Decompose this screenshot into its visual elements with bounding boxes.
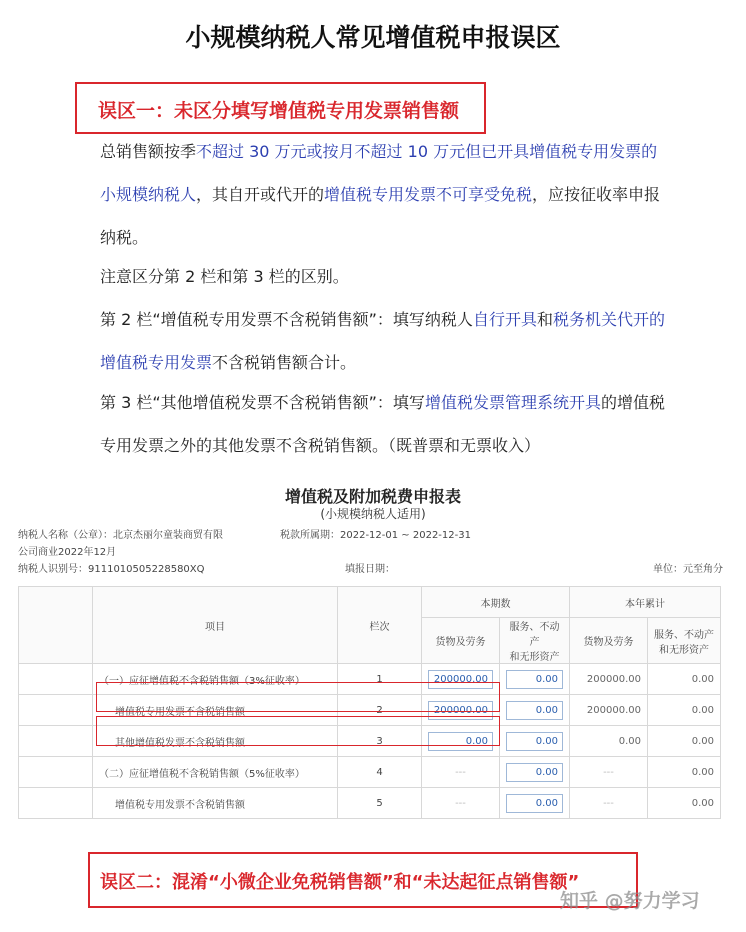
current-services-input[interactable]: 0.00 <box>506 701 563 720</box>
ytd-services-value: 0.00 <box>648 695 721 726</box>
taxpayer-id: 纳税人识别号：9111010505228580XQ <box>18 564 205 575</box>
current-goods-input[interactable]: 200000.00 <box>428 701 493 720</box>
taxpayer-name-line2: 公司商业2022年12月 <box>18 547 117 558</box>
ytd-goods-value: 0.00 <box>570 726 648 757</box>
current-goods-value: --- <box>422 788 500 819</box>
row-line: 5 <box>338 788 422 819</box>
row-line: 3 <box>338 726 422 757</box>
header-ytd-goods: 货物及劳务 <box>570 618 648 664</box>
ytd-services-value: 0.00 <box>648 788 721 819</box>
fill-date: 填报日期： <box>345 564 395 575</box>
current-services-input[interactable]: 0.00 <box>506 670 563 689</box>
row-label: （二）应征增值税不含税销售额（5%征收率） <box>93 757 338 788</box>
paragraph-2: 注意区分第 2 栏和第 3 栏的区别。 <box>100 267 349 286</box>
paragraph-4: 第 3 栏“其他增值税发票不含税销售额”：填写增值税发票管理系统开具的增值税专用发票之外的其他发票不含税销售额。（既普票和无票收入） <box>100 393 665 455</box>
table-row <box>19 788 721 819</box>
header-current-goods: 货物及劳务 <box>422 618 500 664</box>
table-row <box>19 757 721 788</box>
unit-label: 单位：元至角分 <box>653 564 723 575</box>
row-label: 增值税专用发票不含税销售额 <box>93 695 338 726</box>
current-services-input[interactable]: 0.00 <box>506 794 563 813</box>
taxpayer-name-line1: 纳税人名称（公章）：北京杰丽尔童装商贸有限 <box>18 530 223 541</box>
row-line: 1 <box>338 664 422 695</box>
header-line: 栏次 <box>338 587 422 664</box>
header-current: 本期数 <box>422 587 570 618</box>
header-ytd: 本年累计 <box>570 587 721 618</box>
row-label: 其他增值税发票不含税销售额 <box>93 726 338 757</box>
ytd-services-value: 0.00 <box>648 726 721 757</box>
tax-period: 税款所属期：2022-12-01 ~ 2022-12-31 <box>280 530 471 541</box>
ytd-services-value: 0.00 <box>648 664 721 695</box>
watermark: 知乎 @努力学习 <box>560 890 700 912</box>
row-label: 增值税专用发票不含税销售额 <box>93 788 338 819</box>
row3-highlight-box <box>96 716 500 746</box>
current-goods-value: --- <box>422 757 500 788</box>
form-subtitle: (小规模纳税人适用) <box>320 507 426 521</box>
ytd-goods-value: 200000.00 <box>570 695 648 726</box>
paragraph-1: 总销售额按季不超过 30 万元或按月不超过 10 万元但已开具增值税专用发票的小规模纳税人，其自开或代开的增值税专用发票不可享受免税，应按征收率申报纳税。 <box>100 142 661 247</box>
header-ytd-services: 服务、不动产 和无形资产 <box>648 618 721 664</box>
paragraph-3: 第 2 栏“增值税专用发票不含税销售额”：填写纳税人自行开具和税务机关代开的增值税专用发票不含税销售额合计。 <box>100 310 665 372</box>
table-blank-header <box>19 587 93 664</box>
form-title: 增值税及附加税费申报表 <box>284 487 461 506</box>
section1-heading: 误区一：未区分填写增值税专用发票销售额 <box>98 100 460 122</box>
header-current-services: 服务、不动产 和无形资产 <box>500 618 570 664</box>
ytd-goods-value: --- <box>570 788 648 819</box>
ytd-goods-value: --- <box>570 757 648 788</box>
page-title: 小规模纳税人常见增值税申报误区 <box>185 23 561 52</box>
ytd-services-value: 0.00 <box>648 757 721 788</box>
row2-highlight-box <box>96 682 500 712</box>
row-label: （一）应征增值税不含税销售额（3%征收率） <box>93 664 338 695</box>
row-line: 4 <box>338 757 422 788</box>
ytd-goods-value: 200000.00 <box>570 664 648 695</box>
current-goods-input[interactable]: 0.00 <box>428 732 493 751</box>
current-goods-input[interactable]: 200000.00 <box>428 670 493 689</box>
section2-heading: 误区二：混淆“小微企业免税销售额”和“未达起征点销售额” <box>100 872 580 893</box>
row-line: 2 <box>338 695 422 726</box>
header-item: 项目 <box>93 587 338 664</box>
current-services-input[interactable]: 0.00 <box>506 763 563 782</box>
current-services-input[interactable]: 0.00 <box>506 732 563 751</box>
